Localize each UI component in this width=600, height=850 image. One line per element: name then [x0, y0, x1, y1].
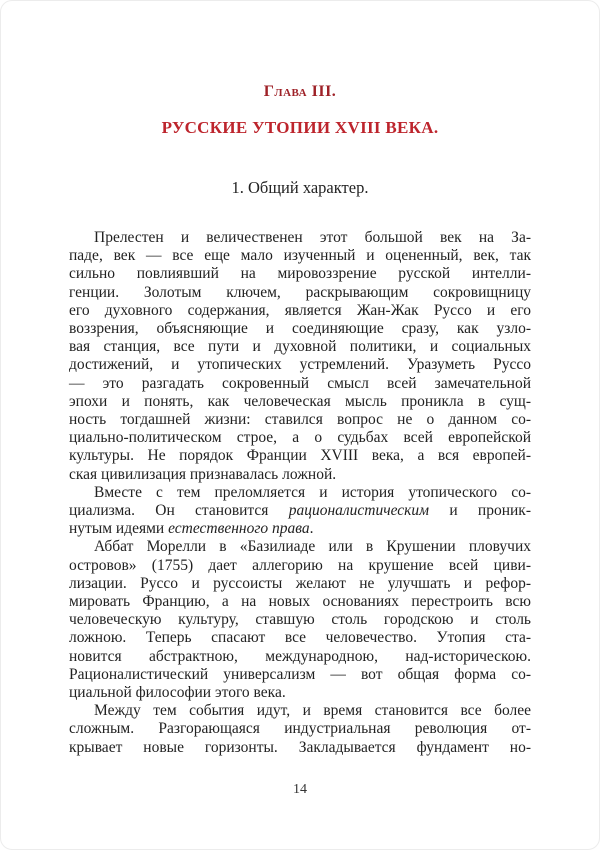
- text-line: крывает новые горизонты. Закладывается фундамент но-: [69, 738, 531, 756]
- text-line: сильно повлиявший на мировоззрение русской интелли-: [69, 265, 531, 283]
- text-line: циальной философии этого века.: [69, 684, 286, 702]
- text-line: островов» (1755) дает аллегорию на крушение всей циви-: [69, 556, 531, 574]
- chapter-title: РУССКИЕ УТОПИИ XVIII ВЕКА.: [161, 118, 439, 137]
- text-line: ская цивилизация признавалась ложной.: [69, 465, 337, 483]
- paragraph: [69, 484, 531, 539]
- page-content: [1, 1, 599, 757]
- paragraph: [69, 229, 531, 484]
- text-line: ность тогдашней жизни: ставился вопрос не о данном со-: [69, 411, 531, 429]
- text-line: Прелестен и величественен этот большой век на За-: [94, 229, 531, 246]
- paragraph: [69, 702, 531, 757]
- text-line: культуры. Не порядок Франции XVIII века, а вся европей-: [69, 447, 531, 465]
- text-line: эпохи и понять, как человеческая мысль проникла в сущ-: [69, 392, 531, 410]
- paragraph: [69, 538, 531, 702]
- text-line: новится абстрактною, международною, над-историческою.: [69, 647, 531, 665]
- text-line: мировать Францию, а на новых основаниях перестроить всю: [69, 593, 531, 611]
- page-number: 14: [293, 782, 307, 797]
- text-line: циализма. Он становится рационалистическим и проник-: [69, 502, 531, 520]
- text-line: — это разгадать сокровенный смысл всей замечательной: [69, 374, 531, 392]
- text-line: нутым идеями естественного права.: [69, 520, 314, 538]
- text-line: циально-политическом строе, а о судьбах всей европейской: [69, 429, 531, 447]
- text-line: генции. Золотым ключем, раскрывающим сокровищницу: [69, 283, 531, 301]
- text-line: сложным. Разгорающаяся индустриальная революция от-: [69, 720, 531, 738]
- text-line: достижений, и утопических устремлений. Уразуметь Руссо: [69, 356, 531, 374]
- text-line: его духовного содержания, является Жан-Жак Руссо и его: [69, 301, 531, 319]
- text-line: Аббат Морелли в «Базилиаде или в Крушении пловучих: [94, 538, 531, 556]
- text-line: человеческую культуру, ставшую столь городскою и столь: [69, 611, 531, 629]
- text-line: воззрения, объясняющие и соединяющие сразу, как узло-: [69, 320, 531, 338]
- body-text: [69, 229, 531, 757]
- text-line: Вместе с тем преломляется и история утопического со-: [94, 483, 531, 501]
- text-line: ложною. Теперь спасают все человечество. Утопия ста-: [69, 629, 531, 647]
- text-line: Рационалистический универсализм — вот общая форма со-: [69, 665, 531, 683]
- text-line: Между тем события идут, и время становится все более: [94, 702, 531, 720]
- section-heading: 1. Общий характер.: [231, 178, 369, 197]
- text-line: паде, век — все еще мало изученный и оцененный, век, так: [69, 247, 531, 265]
- chapter-label: Глава III.: [263, 83, 337, 100]
- text-line: вая станция, все пути и духовной политики, и социальных: [69, 338, 531, 356]
- text-line: лизации. Руссо и руссоисты желают не улучшать и рефор-: [69, 574, 531, 592]
